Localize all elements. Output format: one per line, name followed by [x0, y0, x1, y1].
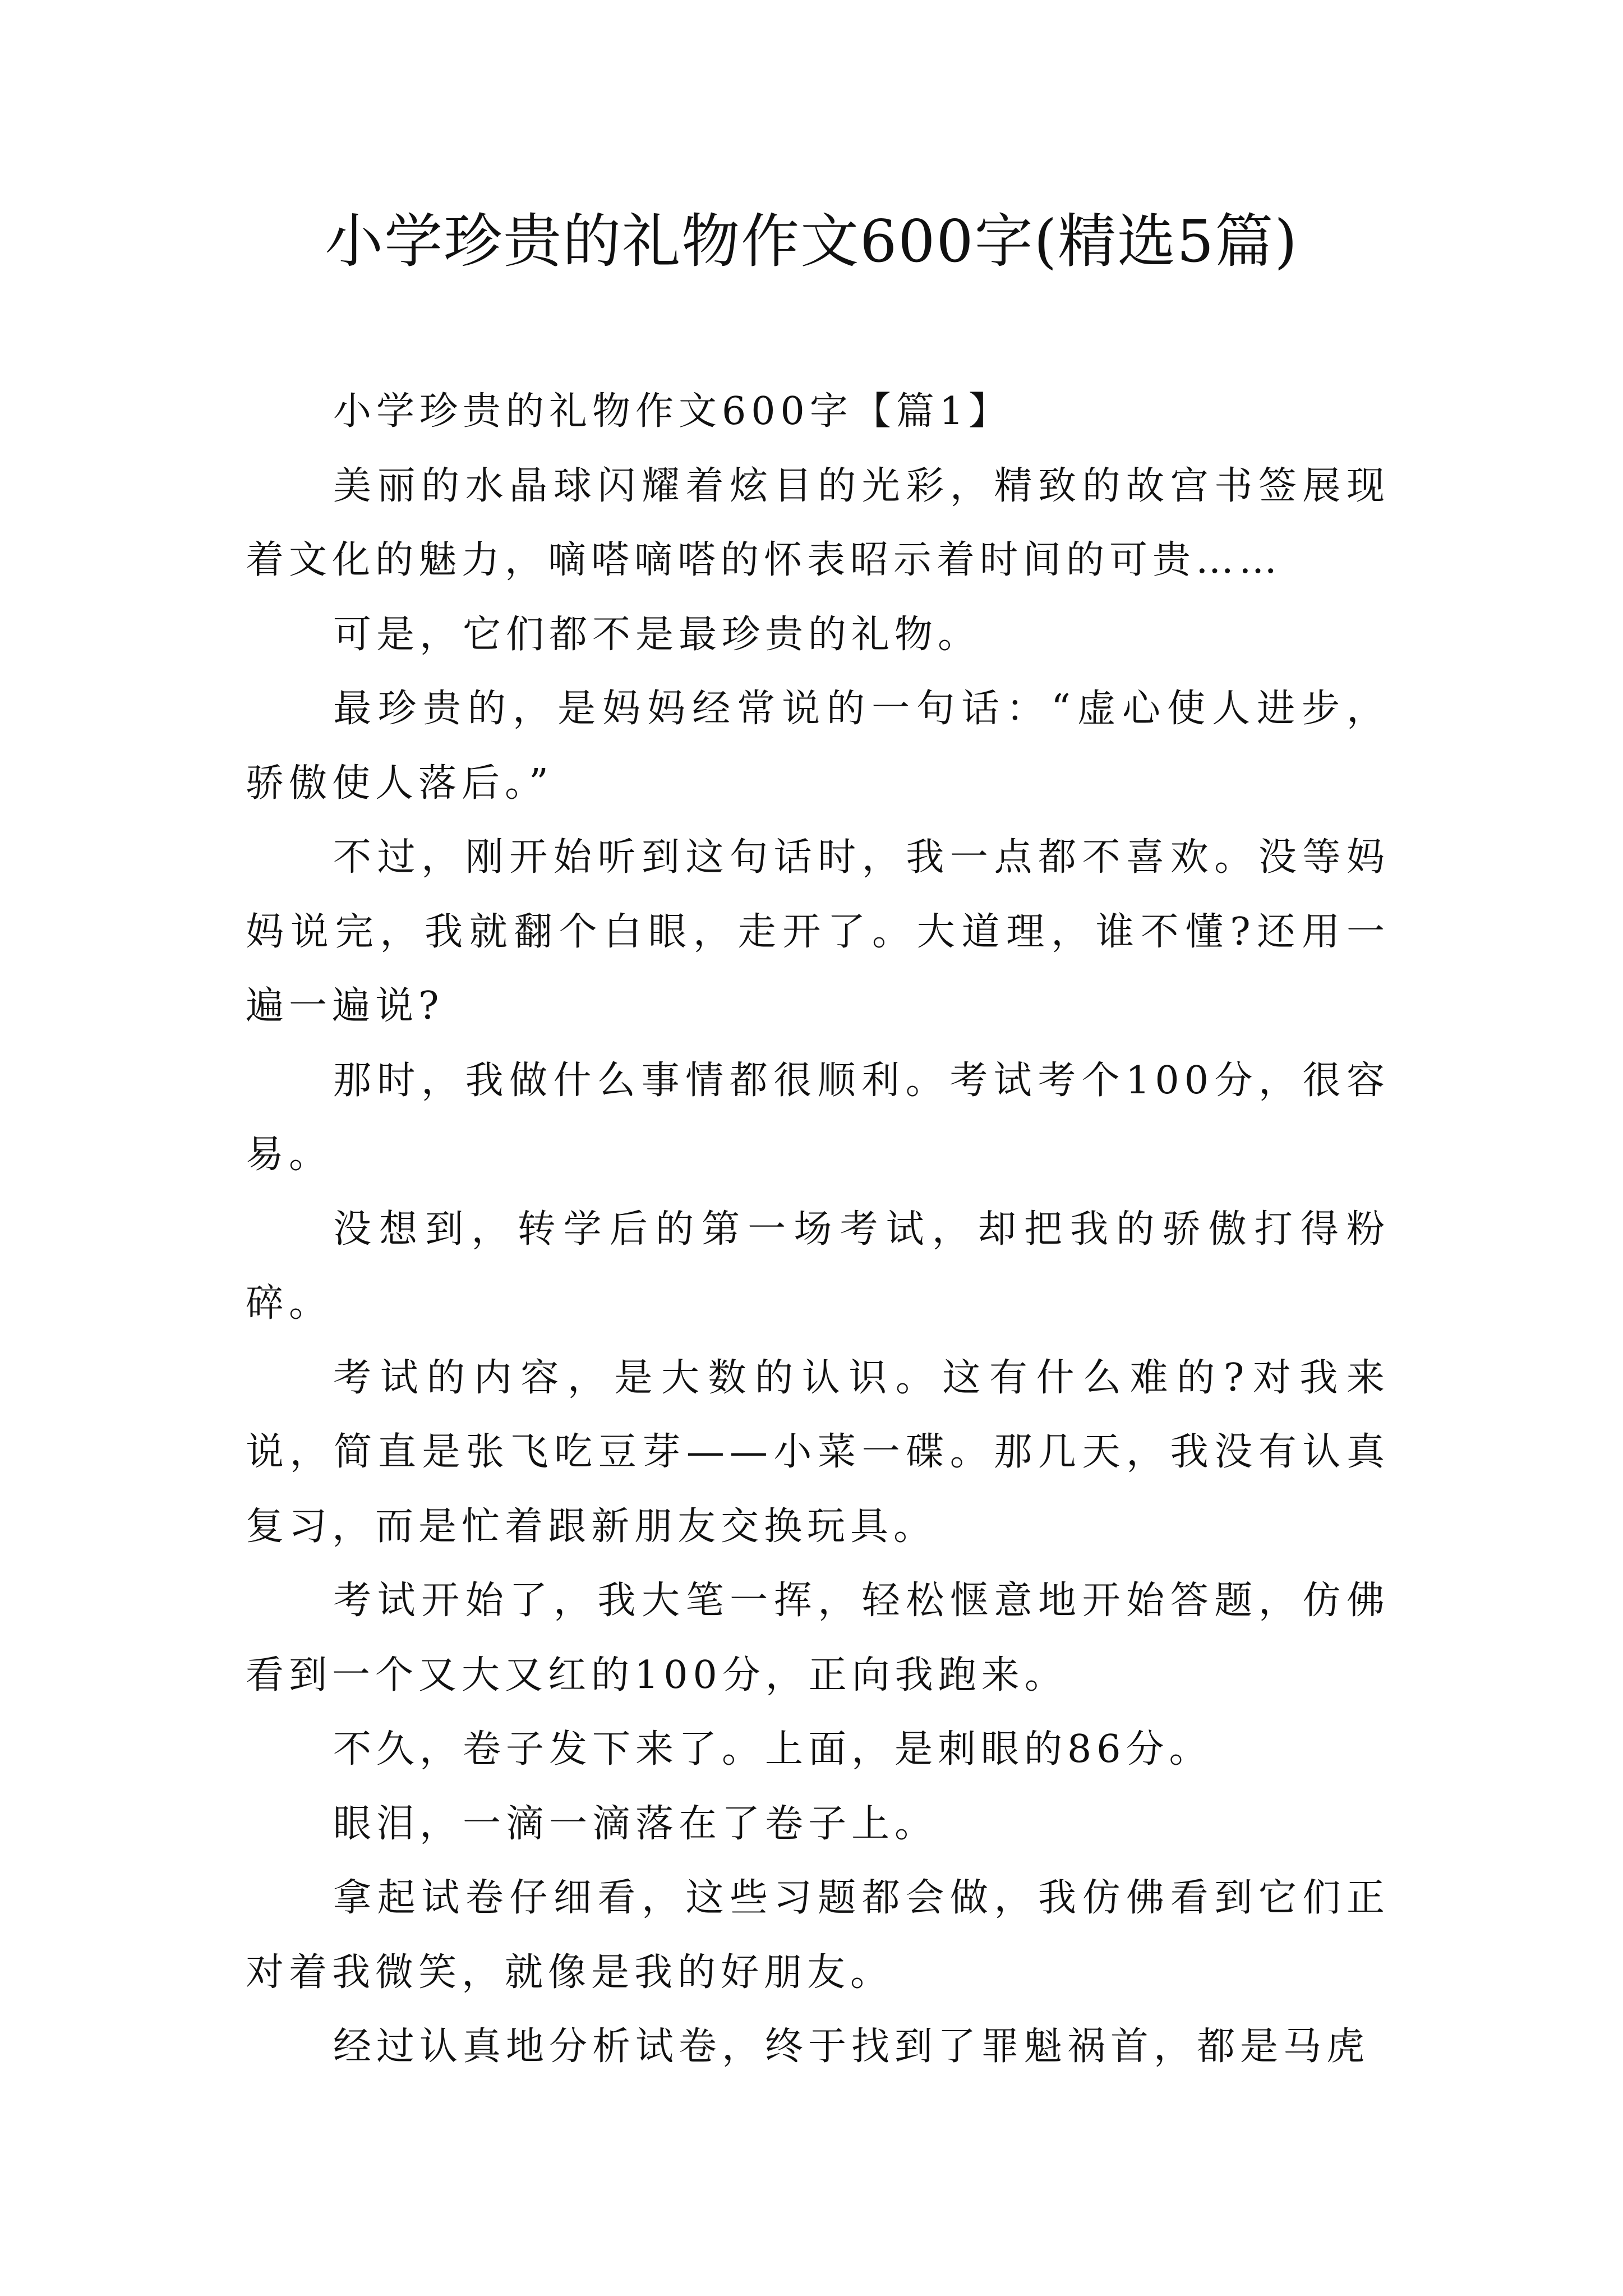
document-title: 小学珍贵的礼物作文600字(精选5篇) [325, 207, 1298, 275]
paragraph: 拿起试卷仔细看，这些习题都会做，我仿佛看到它们正对着我微笑，就像是我的好朋友。 [246, 1876, 1390, 1995]
paragraph: 那时，我做什么事情都很顺利。考试考个100分，很容易。 [246, 1058, 1390, 1177]
paragraph: 不久，卷子发下来了。上面，是刺眼的86分。 [333, 1727, 1212, 1772]
document-body [246, 375, 1390, 2085]
paragraph-heading: 小学珍贵的礼物作文600字【篇1】 [333, 389, 1012, 434]
paragraph: 不过，刚开始听到这句话时，我一点都不喜欢。没等妈妈说完，我就翻个白眼，走开了。大道理，谁不懂?还用一遍一遍说? [246, 835, 1390, 1028]
paragraph: 可是，它们都不是最珍贵的礼物。 [333, 612, 981, 657]
paragraph: 没想到，转学后的第一场考试，却把我的骄傲打得粉碎。 [246, 1207, 1390, 1326]
paragraph: 考试开始了，我大笔一挥，轻松惬意地开始答题，仿佛看到一个又大又红的100分，正向我跑来。 [246, 1579, 1390, 1697]
paragraph: 美丽的水晶球闪耀着炫目的光彩，精致的故宫书签展现着文化的魅力，嘀嗒嘀嗒的怀表昭示着时间的可贵…… [246, 463, 1390, 582]
paragraph: 经过认真地分析试卷，终于找到了罪魁祸首，都是马虎 [333, 2024, 1370, 2069]
paragraph: 眼泪，一滴一滴落在了卷子上。 [333, 1801, 938, 1846]
paragraph: 最珍贵的，是妈妈经常说的一句话：“虚心使人进步，骄傲使人落后。” [246, 687, 1390, 806]
paragraph: 考试的内容，是大数的认识。这有什么难的?对我来说，简直是张飞吃豆芽——小菜一碟。那几天，我没有认真复习，而是忙着跟新朋友交换玩具。 [246, 1355, 1390, 1549]
